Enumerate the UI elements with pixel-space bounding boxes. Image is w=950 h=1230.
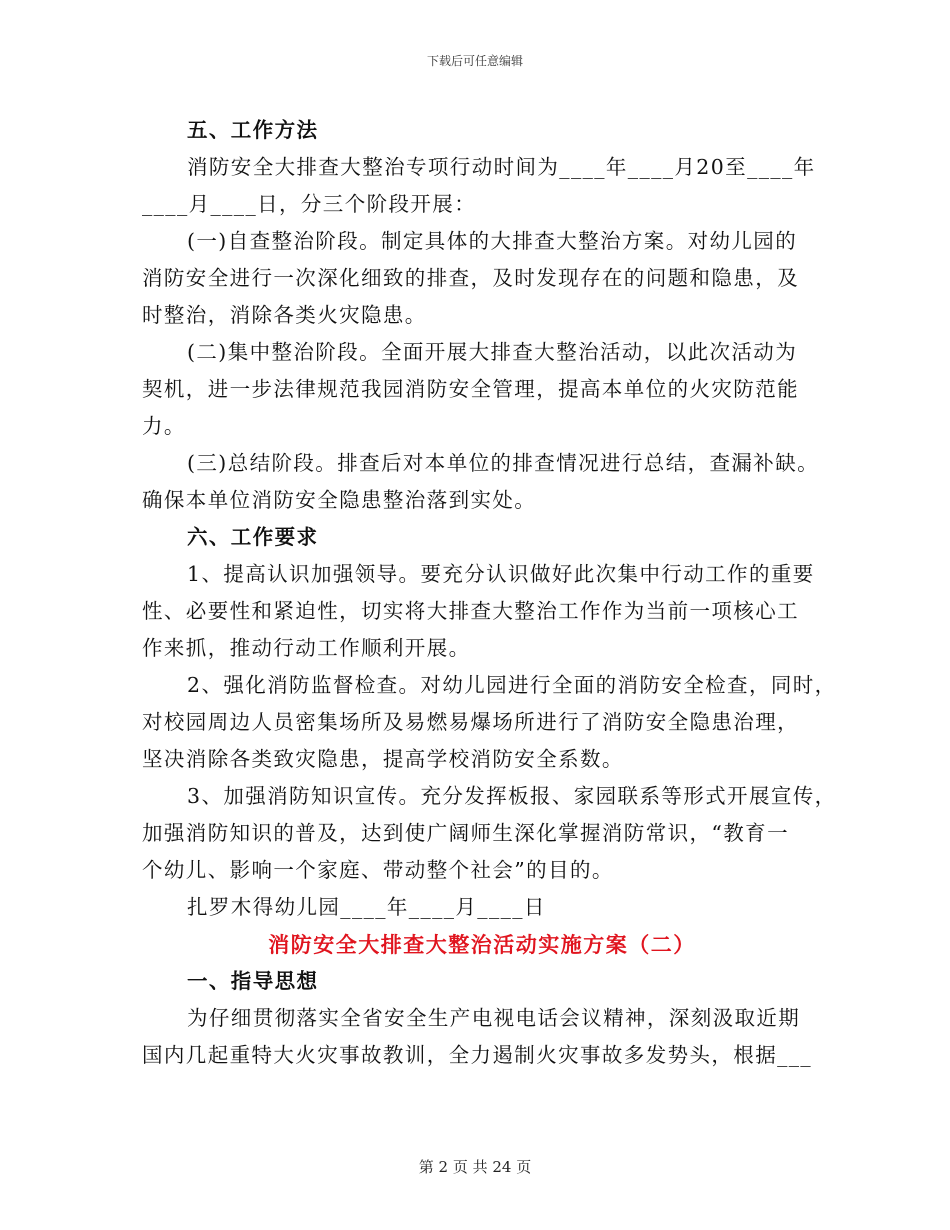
page-header-note: 下载后可任意编辑 [426,54,523,68]
paragraph-line: 对校园周边人员密集场所及易燃易爆场所进行了消防安全隐患治理， [142,710,799,734]
paragraph-line: 消防安全大排查大整治专项行动时间为____年____月20至____年 [187,155,816,179]
paragraph-line: 个幼儿、影响一个家庭、带动整个社会”的目的。 [142,858,614,882]
paragraph-line: (二)集中整治阶段。全面开展大排查大整治活动，以此次活动为 [187,340,798,364]
paragraph-line: (三)总结阶段。排查后对本单位的排查情况进行总结，查漏补缺。 [187,451,819,475]
paragraph-line: 3、加强消防知识宣传。充分发挥板报、家园联系等形式开展宣传， [187,784,837,808]
section-heading: 六、工作要求 [187,525,319,549]
document-title: 消防安全大排查大整治活动实施方案（二） [268,932,696,957]
paragraph-line: 契机，进一步法律规范我园消防安全管理，提高本单位的火灾防范能 [142,377,799,401]
page-number-footer: 第 2 页 共 24 页 [418,1158,532,1176]
paragraph-line: 坚决消除各类致灾隐患，提高学校消防安全系数。 [142,747,624,771]
paragraph-line: 国内几起重特大火灾事故教训，全力遏制火灾事故多发势头，根据___ [142,1043,813,1067]
signature-line: 扎罗木得幼儿园____年____月____日 [187,895,546,919]
section-heading: 一、指导思想 [187,969,319,993]
paragraph-line: 作来抓，推动行动工作顺利开展。 [142,636,471,660]
paragraph-line: 时整治，消除各类火灾隐患。 [142,303,427,327]
paragraph-line: (一)自查整治阶段。制定具体的大排查大整治方案。对幼儿园的 [187,229,798,253]
paragraph-line: 力。 [142,414,186,438]
paragraph-line: 消防安全进行一次深化细致的排查，及时发现存在的问题和隐患，及 [142,266,799,290]
paragraph-line: 1、提高认识加强领导。要充分认识做好此次集中行动工作的重要 [187,562,815,586]
paragraph-line: ____月____日，分三个阶段开展： [142,192,477,216]
paragraph-line: 为仔细贯彻落实全省安全生产电视电话会议精神，深刻汲取近期 [187,1006,801,1030]
section-heading: 五、工作方法 [187,118,319,142]
paragraph-line: 加强消防知识的普及，达到使广阔师生深化掌握消防常识，“教育一 [142,821,789,845]
paragraph-line: 2、强化消防监督检查。对幼儿园进行全面的消防安全检查，同时， [187,673,837,697]
paragraph-line: 性、必要性和紧迫性，切实将大排查大整治工作作为当前一项核心工 [142,599,799,623]
document-body [142,112,837,1074]
paragraph-line: 确保本单位消防安全隐患整治落到实处。 [142,488,537,512]
